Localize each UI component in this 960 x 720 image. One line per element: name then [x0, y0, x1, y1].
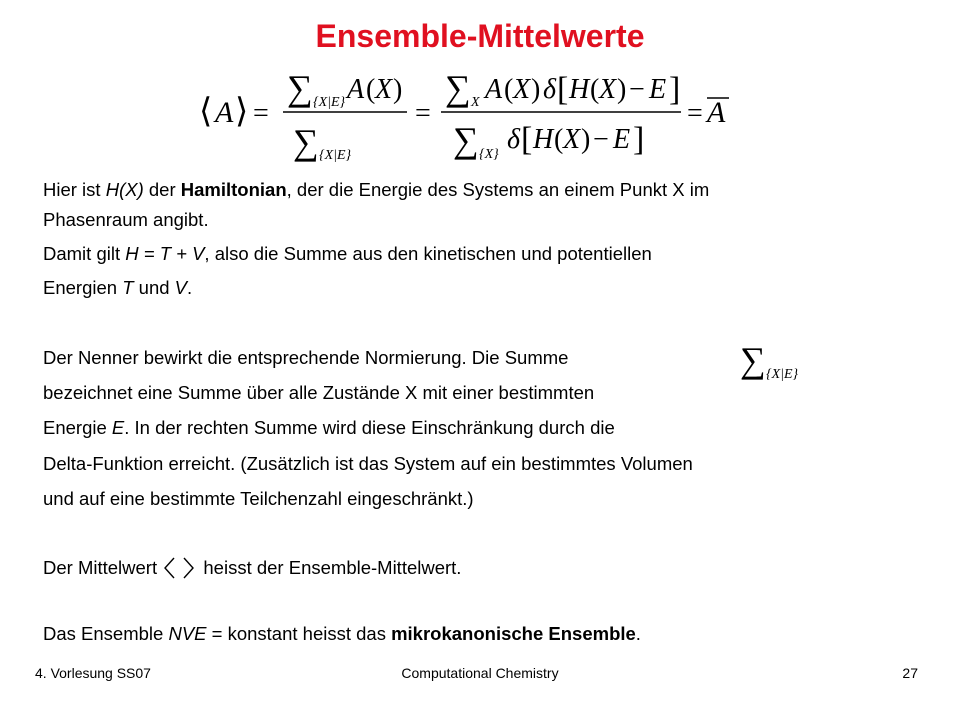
inline-sum-sigma: ∑ — [740, 340, 766, 380]
formula-equals-2: = — [415, 98, 431, 129]
formula-sub-xe-num-1: {X|E} — [313, 95, 346, 110]
formula-A: A — [215, 96, 234, 129]
paragraph-3-line-3 — [43, 416, 615, 440]
formula-sum-den-2: ∑ — [453, 120, 479, 160]
ensemble-average-formula — [195, 62, 735, 162]
formula-paren-close-2: ) — [531, 74, 541, 105]
footer-course: Computational Chemistry — [401, 665, 559, 681]
italic-term-nve: NVE — [168, 623, 207, 644]
formula-sum-den-1: ∑ — [293, 122, 319, 162]
text-segment: Der Mittelwert — [43, 557, 163, 578]
text-segment: der — [143, 179, 181, 200]
text-segment: . — [187, 277, 193, 298]
formula-minus-num: − — [629, 74, 645, 105]
text-segment: Das Ensemble — [43, 623, 169, 644]
text-segment: Energien — [43, 277, 123, 298]
formula-bracket-open-den: [ — [521, 121, 533, 158]
formula-X-num-1: X — [375, 74, 393, 105]
text-segment: Hier ist — [43, 179, 106, 200]
formula-sum-num-1: ∑ — [287, 68, 313, 108]
formula-paren-close-4: ) — [581, 124, 591, 155]
formula-sub-x-num-2: X — [471, 95, 480, 110]
formula-langle: ⟨ — [199, 93, 213, 130]
angle-brackets-symbol — [162, 557, 198, 579]
italic-equation: H = T + V — [125, 243, 205, 264]
formula-paren-open-1: ( — [366, 74, 376, 105]
formula-H-num-2: H — [569, 74, 590, 105]
formula-delta-num-2: δ — [543, 74, 557, 105]
slide-title: Ensemble-Mittelwerte — [315, 18, 645, 54]
formula-paren-open-2: ( — [504, 74, 514, 105]
formula-E-num: E — [649, 74, 667, 105]
bold-term-mikrokanonisch: mikrokanonische Ensemble — [391, 623, 636, 644]
paragraph-4 — [43, 556, 461, 580]
text-segment: Energie — [43, 417, 112, 438]
italic-term-hx: H(X) — [105, 179, 144, 200]
paragraph-3-line-1: Der Nenner bewirkt die entsprechende Normierung. Die Summe — [43, 347, 569, 368]
paragraph-1-line-2: Phasenraum angibt. — [43, 209, 209, 230]
formula-sub-x-den-2: {X} — [479, 147, 499, 162]
text-segment: Damit gilt — [43, 243, 126, 264]
formula-E-den: E — [613, 124, 631, 155]
paragraph-3-line-4: Delta-Funktion erreicht. (Zusätzlich ist das System auf ein bestimmtes Volumen — [43, 453, 693, 474]
formula-graphic — [195, 62, 735, 162]
formula-equals-1: = — [253, 98, 269, 129]
formula-paren-open-3: ( — [590, 74, 600, 105]
formula-paren-close-3: ) — [617, 74, 627, 105]
formula-minus-den: − — [593, 124, 609, 155]
paragraph-3-line-5: und auf eine bestimmte Teilchenzahl eingeschränkt.) — [43, 488, 474, 509]
formula-bracket-close-num: ] — [669, 71, 681, 108]
text-segment: und — [133, 277, 175, 298]
formula-sum-num-2: ∑ — [445, 68, 471, 108]
inline-sum-subscript: {X|E} — [766, 367, 799, 382]
text-segment: , also die Summe aus den kinetischen und potentiellen — [204, 243, 652, 264]
formula-bracket-close-den: ] — [633, 121, 645, 158]
text-segment: . In der rechten Summe wird diese Einschränkung durch die — [124, 417, 615, 438]
formula-equals-3: = — [687, 98, 703, 129]
paragraph-3-line-2: bezeichnet eine Summe über alle Zustände X mit einer bestimmten — [43, 382, 595, 403]
formula-A-num-1: A — [347, 74, 365, 105]
formula-X-num-3: X — [599, 74, 617, 105]
formula-sub-xe-den-1: {X|E} — [319, 148, 352, 162]
footer-page-number: 27 — [902, 665, 918, 681]
text-segment: , der die Energie des Systems an einem Punkt X im — [286, 179, 710, 200]
text-segment: = konstant heisst das — [206, 623, 392, 644]
formula-delta-den: δ — [507, 124, 521, 155]
footer-lecture: 4. Vorlesung SS07 — [35, 665, 151, 681]
formula-A-num-2: A — [485, 74, 503, 105]
formula-X-num-2: X — [513, 74, 531, 105]
formula-rangle: ⟩ — [235, 93, 249, 130]
inline-sum-symbol — [738, 338, 818, 384]
paragraph-2-line-2 — [43, 276, 192, 300]
formula-H-den: H — [533, 124, 554, 155]
bold-term-hamiltonian: Hamiltonian — [180, 179, 287, 200]
text-segment: . — [635, 623, 641, 644]
text-segment: heisst der Ensemble-Mittelwert. — [198, 557, 462, 578]
inline-sum-graphic — [738, 338, 818, 384]
paragraph-2-line-1 — [43, 242, 652, 266]
italic-term-t: T — [122, 277, 134, 298]
paragraph-1-line-1 — [43, 178, 709, 202]
formula-A-bar: A — [707, 96, 726, 129]
formula-paren-open-4: ( — [554, 124, 564, 155]
paragraph-5 — [43, 622, 641, 646]
italic-term-v: V — [174, 277, 188, 298]
formula-bracket-open-num: [ — [557, 71, 569, 108]
formula-paren-close-1: ) — [393, 74, 403, 105]
formula-X-den: X — [563, 124, 581, 155]
italic-term-e: E — [111, 417, 125, 438]
